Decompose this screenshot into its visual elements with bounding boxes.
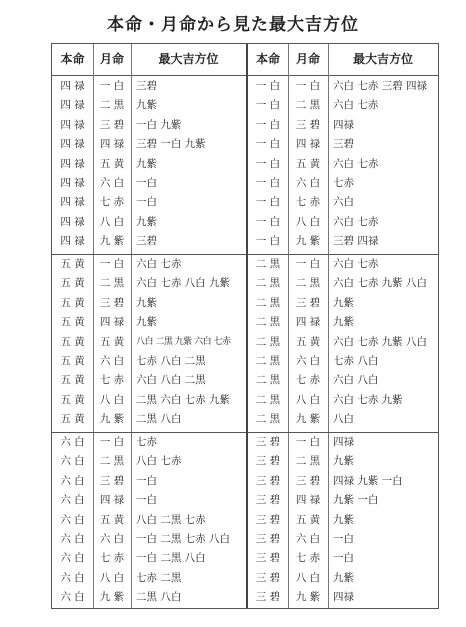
lucky-direction-cell: 一白 [136,196,157,209]
honmei-cell: 一 白 [255,118,281,131]
honmei-cell: 五 黄 [60,354,85,367]
honmei-cell: 三 碧 [255,571,281,584]
getsumei-cell: 七 赤 [99,196,125,209]
honmei-cell: 六 白 [60,591,85,604]
table-row [52,193,246,212]
lucky-direction-cell: 七赤 八白 [333,354,379,367]
table-row [248,511,438,530]
row-group [52,432,246,608]
getsumei-cell: 五 黄 [99,335,125,348]
table-row [52,313,246,332]
lucky-direction-cell: 一白 [136,494,157,507]
getsumei-cell: 四 禄 [295,316,321,329]
lucky-direction-cell: 四禄 [333,118,354,131]
table-row [248,391,438,410]
table-row [52,294,246,313]
honmei-cell: 一 白 [255,235,281,248]
table-header [52,44,246,76]
lucky-direction-cell: 八白 七赤 [136,455,182,468]
table-row [52,433,246,452]
honmei-cell: 四 禄 [60,196,85,209]
table-right-half [248,44,438,608]
lucky-direction-cell: 六白 八白 [333,374,379,387]
lucky-direction-cell: 九紫 [333,296,354,309]
honmei-cell: 二 黒 [255,335,281,348]
getsumei-cell: 二 黒 [295,99,321,112]
lucky-direction-cell: 三碧 一白 九紫 [136,138,206,151]
honmei-cell: 五 黄 [60,374,85,387]
honmei-cell: 一 白 [255,196,281,209]
lucky-direction-cell: 九紫 [136,99,157,112]
table-row [52,391,246,410]
honmei-cell: 二 黒 [255,296,281,309]
getsumei-cell: 九 紫 [99,235,125,248]
getsumei-cell: 九 紫 [295,235,321,248]
lucky-direction-cell: 四禄 九紫 一白 [333,474,403,487]
getsumei-cell: 四 禄 [295,494,321,507]
lucky-direction-cell: 七赤 二黒 [136,571,182,584]
lucky-direction-cell: 九紫 [333,316,354,329]
table-row [248,116,438,135]
getsumei-cell: 一 白 [99,80,125,92]
honmei-cell: 二 黒 [255,277,281,290]
getsumei-cell: 五 黄 [295,513,321,526]
honmei-cell: 六 白 [60,494,85,507]
lucky-direction-cell: 六白 七赤 九紫 [333,393,403,406]
table-row [52,232,246,251]
header-lucky-direction: 最大吉方位 [158,52,219,66]
honmei-cell: 三 碧 [255,552,281,565]
getsumei-cell: 四 禄 [99,494,125,507]
honmei-cell: 三 碧 [255,455,281,468]
getsumei-cell: 七 赤 [295,196,321,209]
getsumei-cell: 一 白 [295,436,321,448]
page-title: 本命・月命から見た最大吉方位 [107,15,359,35]
getsumei-cell: 八 白 [295,215,321,228]
lucky-direction-cell: 三碧 四禄 [333,235,379,248]
table-row [248,135,438,154]
honmei-cell: 四 禄 [60,80,85,92]
lucky-direction-cell: 一白 [333,532,354,545]
getsumei-cell: 二 黒 [99,277,125,290]
lucky-direction-cell: 九紫 [333,455,354,468]
honmei-cell: 五 黄 [60,413,85,426]
table-row [248,452,438,471]
table-row [52,549,246,568]
getsumei-cell: 三 碧 [295,296,321,309]
getsumei-cell: 四 禄 [99,316,125,329]
table-row [52,274,246,293]
table-row [52,255,246,274]
lucky-direction-cell: 六白 七赤 三碧 四禄 [333,80,428,92]
honmei-cell: 二 黒 [255,316,281,329]
honmei-cell: 三 碧 [255,436,281,448]
honmei-cell: 五 黄 [60,296,85,309]
lucky-direction-cell: 二黒 六白 七赤 九紫 [136,393,231,406]
table-row [52,96,246,115]
lucky-direction-cell: 六白 七赤 九紫 八白 [333,277,428,290]
getsumei-cell: 七 赤 [99,552,125,565]
getsumei-cell: 九 紫 [295,413,321,426]
getsumei-cell: 八 白 [99,215,125,228]
table-row [248,77,438,96]
table-row [248,410,438,429]
honmei-cell: 二 黒 [255,374,281,387]
honmei-cell: 三 碧 [255,591,281,604]
lucky-direction-cell: 九紫 [333,571,354,584]
row-group [248,432,438,608]
lucky-direction-cell: 一白 二黒 七赤 八白 [136,532,231,545]
lucky-direction-cell: 六白 八白 二黒 [136,374,206,387]
lucky-direction-cell: 四禄 [333,436,354,448]
getsumei-cell: 二 黒 [99,99,125,112]
row-group [52,254,246,430]
lucky-direction-cell: 一白 [333,552,354,565]
honmei-cell: 五 黄 [60,258,85,270]
lucky-direction-cell: 六白 七赤 八白 九紫 [136,277,231,290]
getsumei-cell: 五 黄 [295,157,321,170]
table-row [248,433,438,452]
getsumei-cell: 八 白 [295,571,321,584]
table-header [248,44,438,76]
lucky-direction-cell: 九紫 [136,157,157,170]
table-row [52,410,246,429]
honmei-cell: 一 白 [255,215,281,228]
getsumei-cell: 一 白 [99,436,125,448]
honmei-cell: 五 黄 [60,316,85,329]
table-row [52,588,246,607]
table-row [248,96,438,115]
honmei-cell: 五 黄 [60,393,85,406]
honmei-cell: 六 白 [60,532,85,545]
table-row [52,530,246,549]
honmei-cell: 四 禄 [60,176,85,189]
row-group [248,77,438,252]
lucky-direction-cell: 七赤 八白 二黒 [136,354,206,367]
getsumei-cell: 五 黄 [99,513,125,526]
honmei-cell: 一 白 [255,176,281,189]
table-row [52,352,246,371]
table-row [248,193,438,212]
lucky-direction-cell: 六白 七赤 [333,215,379,228]
lucky-direction-cell: 八白 [333,413,354,426]
honmei-cell: 二 黒 [255,354,281,367]
header-honmei: 本命 [60,52,85,66]
honmei-cell: 六 白 [60,571,85,584]
lucky-direction-cell: 六白 七赤 [136,258,182,270]
lucky-direction-cell: 七赤 [136,436,157,448]
getsumei-cell: 三 碧 [295,118,321,131]
getsumei-cell: 三 碧 [99,296,125,309]
lucky-direction-cell: 九紫 [333,513,354,526]
honmei-cell: 四 禄 [60,99,85,112]
honmei-cell: 三 碧 [255,532,281,545]
table-row [248,174,438,193]
lucky-direction-cell: 六白 七赤 [333,157,379,170]
lucky-direction-cell: 三碧 [333,138,354,151]
getsumei-cell: 五 黄 [99,157,125,170]
table-row [248,255,438,274]
header-getsumei: 月命 [99,52,124,66]
table-row [248,352,438,371]
lucky-direction-cell: 三碧 [136,235,157,248]
table-row [248,588,438,607]
lucky-direction-cell: 二黒 八白 [136,591,182,604]
table-row [52,333,246,352]
getsumei-cell: 七 赤 [295,552,321,565]
table-row [52,491,246,510]
row-group [52,77,246,252]
getsumei-cell: 九 紫 [99,591,125,604]
row-group [248,254,438,430]
getsumei-cell: 四 禄 [99,138,125,151]
table-row [248,549,438,568]
header-lucky-direction: 最大吉方位 [352,52,413,66]
table-row [52,569,246,588]
getsumei-cell: 二 黒 [99,455,125,468]
lucky-direction-cell: 八白 二黒 九紫 六白 七赤 [136,336,231,347]
lucky-direction-cell: 九紫 [136,316,157,329]
table-row [52,472,246,491]
honmei-cell: 六 白 [60,474,85,487]
honmei-cell: 六 白 [60,436,85,448]
table-row [248,530,438,549]
table-row [52,452,246,471]
table-row [52,213,246,232]
honmei-cell: 四 禄 [60,157,85,170]
honmei-cell: 二 黒 [255,393,281,406]
table-row [52,116,246,135]
honmei-cell: 五 黄 [60,277,85,290]
lucky-direction-cell: 六白 [333,196,354,209]
honmei-cell: 三 碧 [255,474,281,487]
lucky-direction-cell: 四禄 [333,591,354,604]
getsumei-cell: 七 赤 [99,374,125,387]
honmei-cell: 三 碧 [255,513,281,526]
lucky-direction-cell: 八白 二黒 七赤 [136,513,206,526]
getsumei-cell: 六 白 [295,532,321,545]
lucky-direction-cell: 一白 九紫 [136,118,182,131]
table-row [248,294,438,313]
getsumei-cell: 八 白 [295,393,321,406]
honmei-cell: 一 白 [255,99,281,112]
table-row [248,313,438,332]
table-row [248,472,438,491]
table-row [52,511,246,530]
honmei-cell: 一 白 [255,157,281,170]
honmei-cell: 六 白 [60,513,85,526]
table-row [52,135,246,154]
header-getsumei: 月命 [295,52,320,66]
getsumei-cell: 六 白 [99,354,125,367]
header-honmei: 本命 [255,52,280,66]
lucky-direction-cell: 六白 七赤 九紫 八白 [333,335,428,348]
honmei-cell: 二 黒 [255,258,281,270]
getsumei-cell: 三 碧 [99,118,125,131]
lucky-direction-cell: 七赤 [333,176,354,189]
table-row [52,77,246,96]
getsumei-cell: 四 禄 [295,138,321,151]
getsumei-cell: 六 白 [295,354,321,367]
table-row [52,371,246,390]
honmei-cell: 四 禄 [60,138,85,151]
getsumei-cell: 六 白 [295,176,321,189]
table-row [248,333,438,352]
getsumei-cell: 六 白 [99,532,125,545]
lucky-direction-cell: 一白 二黒 八白 [136,552,206,565]
table-row [248,491,438,510]
getsumei-cell: 三 碧 [295,474,321,487]
lucky-direction-cell: 三碧 [136,80,157,92]
lucky-direction-cell: 一白 [136,474,157,487]
getsumei-cell: 五 黄 [295,335,321,348]
honmei-cell: 四 禄 [60,215,85,228]
honmei-cell: 四 禄 [60,118,85,131]
lucky-direction-cell: 一白 [136,176,157,189]
lucky-direction-cell: 六白 七赤 [333,99,379,112]
lucky-direction-cell: 二黒 八白 [136,413,182,426]
table-row [248,155,438,174]
getsumei-cell: 七 赤 [295,374,321,387]
direction-table [51,43,439,609]
honmei-cell: 六 白 [60,552,85,565]
honmei-cell: 一 白 [255,80,281,92]
table-row [52,174,246,193]
getsumei-cell: 二 黒 [295,277,321,290]
honmei-cell: 二 黒 [255,413,281,426]
honmei-cell: 四 禄 [60,235,85,248]
lucky-direction-cell: 六白 七赤 [333,258,379,270]
table-left-half [52,44,246,608]
honmei-cell: 三 碧 [255,494,281,507]
getsumei-cell: 六 白 [99,176,125,189]
table-row [248,569,438,588]
getsumei-cell: 二 黒 [295,455,321,468]
table-row [248,232,438,251]
getsumei-cell: 一 白 [295,258,321,270]
lucky-direction-cell: 九紫 一白 [333,494,379,507]
getsumei-cell: 八 白 [99,571,125,584]
honmei-cell: 一 白 [255,138,281,151]
table-row [248,274,438,293]
getsumei-cell: 九 紫 [99,413,125,426]
table-row [248,371,438,390]
honmei-cell: 五 黄 [60,335,85,348]
lucky-direction-cell: 九紫 [136,296,157,309]
table-row [52,155,246,174]
getsumei-cell: 九 紫 [295,591,321,604]
honmei-cell: 六 白 [60,455,85,468]
getsumei-cell: 一 白 [295,80,321,92]
table-row [248,213,438,232]
getsumei-cell: 三 碧 [99,474,125,487]
lucky-direction-cell: 九紫 [136,215,157,228]
getsumei-cell: 一 白 [99,258,125,270]
getsumei-cell: 八 白 [99,393,125,406]
